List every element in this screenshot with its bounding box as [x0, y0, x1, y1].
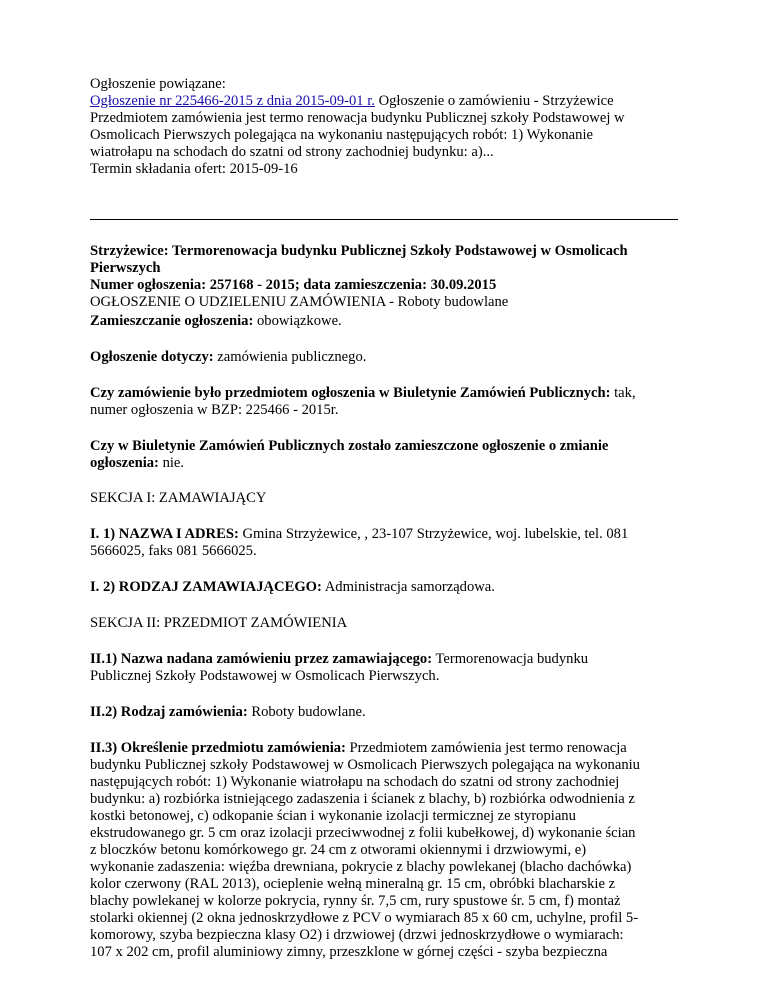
notice-title-line-1: Strzyżewice: Termorenowacja budynku Publicznej Szkoły Podstawowej w Osmolicach: [90, 243, 628, 259]
bzp-number: numer ogłoszenia w BZP: 225466 - 2015r.: [90, 402, 339, 418]
scope-line: wykonanie zadaszenia: więźba drewniana, pokrycie z blachy powlekanej (blacho dachówka): [90, 859, 632, 875]
order-name-line-2: Publicznej Szkoły Podstawowej w Osmolicach Pierwszych.: [90, 668, 440, 684]
bzp-field: [90, 385, 690, 419]
related-notice: [90, 76, 690, 178]
scope-line: budynku: a) rozbiórka istniejącego zadaszenia i ścianek z blachy, b) rozbiórka odwodnienia z: [90, 791, 635, 807]
buyer-type-label: I. 2) RODZAJ ZAMAWIAJĄCEGO:: [90, 579, 322, 595]
bzp-label: Czy zamówienie było przedmiotem ogłoszenia w Biuletynie Zamówień Publicznych:: [90, 385, 611, 401]
related-heading: Ogłoszenie powiązane:: [90, 76, 226, 92]
address-field: [90, 526, 690, 560]
related-line-1: [90, 93, 690, 110]
scope-value: Przedmiotem zamówienia jest termo renowacja: [345, 740, 627, 756]
concerns-field: [90, 349, 690, 366]
change-field: [90, 438, 690, 472]
scope-line: stolarki okiennej (2 okna jednoskrzydłowe z PCV o wymiarach 85 x 60 cm, uchylne, profil 5-: [90, 910, 639, 926]
scope-label: II.3) Określenie przedmiotu zamówienia:: [90, 740, 346, 756]
related-line-4: wiatrołapu na schodach do szatni od strony zachodniej budynku: a)...: [90, 144, 494, 160]
concerns-label: Ogłoszenie dotyczy:: [90, 349, 214, 365]
scope-line: komorowy, szyba bezpieczna klasy O2) i drzwiowej (drzwi jednoskrzydłowe o wymiarach:: [90, 927, 624, 943]
order-kind-value: Roboty budowlane.: [247, 704, 366, 720]
notice-title-line-2: Pierwszych: [90, 260, 161, 276]
scope-line: 107 x 202 cm, profil aluminiowy zimny, przeszklone w górnej części - szyba bezpieczna: [90, 944, 608, 960]
scope-line: budynku Publicznej szkoły Podstawowej w Osmolicach Pierwszych polegająca na wykonaniu: [90, 757, 640, 773]
order-name-value: Termorenowacja budynku: [432, 651, 589, 667]
order-kind-label: II.2) Rodzaj zamówienia:: [90, 704, 248, 720]
scope-line: kolor czerwony (RAL 2013), ocieplenie wełną mineralną gr. 15 cm, obróbki blacharskie z: [90, 876, 616, 892]
section-2-heading: SEKCJA II: PRZEDMIOT ZAMÓWIENIA: [90, 615, 348, 631]
buyer-type-value: Administracja samorządowa.: [321, 579, 495, 595]
section-1-heading: SEKCJA I: ZAMAWIAJĄCY: [90, 490, 267, 506]
related-notice-link[interactable]: Ogłoszenie nr 225466-2015 z dnia 2015-09-01 r.: [90, 93, 375, 109]
buyer-type-field: [90, 579, 690, 596]
placement-value: obowiązkowe.: [253, 313, 342, 329]
notice-number: Numer ogłoszenia: 257168 - 2015; data zamieszczenia: 30.09.2015: [90, 277, 497, 293]
horizontal-divider: [90, 219, 678, 220]
notice-type: OGŁOSZENIE O UDZIELENIU ZAMÓWIENIA - Roboty budowlane: [90, 294, 509, 310]
scope-line: następujących robót: 1) Wykonanie wiatrołapu na schodach do szatni od strony zachodniej: [90, 774, 620, 790]
order-kind-field: [90, 704, 690, 721]
scope-line: blachy powlekanej w kolorze pokrycia, rynny śr. 7,5 cm, rury spustowe śr. 5 cm, f) montaż: [90, 893, 621, 909]
bzp-value: tak,: [610, 385, 636, 401]
change-value: nie.: [158, 455, 185, 471]
change-label-2: ogłoszenia:: [90, 455, 159, 471]
related-line-3: Osmolicach Pierwszych polegająca na wykonaniu następujących robót: 1) Wykonanie: [90, 127, 593, 143]
scope-line: kostki betonowej, c) odkopanie ścian i wykonanie izolacji termicznej ze styropianu: [90, 808, 576, 824]
placement-field: [90, 313, 690, 330]
related-line-2: Przedmiotem zamówienia jest termo renowacja budynku Publicznej szkoły Podstawowej w: [90, 110, 625, 126]
order-name-label: II.1) Nazwa nadana zamówieniu przez zamawiającego:: [90, 651, 433, 667]
change-label-1: Czy w Biuletynie Zamówień Publicznych zostało zamieszczone ogłoszenie o zmianie: [90, 438, 609, 454]
offer-deadline: Termin składania ofert: 2015-09-16: [90, 161, 298, 177]
scope-line: ekstrudowanego gr. 5 cm oraz izolacji przeciwwodnej z folii kubełkowej, d) wykonanie ścian: [90, 825, 636, 841]
notice-title-block: [90, 243, 690, 311]
address-phone: 5666025, faks 081 5666025.: [90, 543, 257, 559]
related-line-1-rest: Ogłoszenie o zamówieniu - Strzyżewice: [374, 93, 614, 109]
address-value: Gmina Strzyżewice, , 23-107 Strzyżewice, woj. lubelskie, tel. 081: [238, 526, 629, 542]
scope-field: [90, 740, 690, 961]
concerns-value: zamówienia publicznego.: [213, 349, 367, 365]
address-label: I. 1) NAZWA I ADRES:: [90, 526, 239, 542]
order-name-field: [90, 651, 690, 685]
scope-line: z bloczków betonu komórkowego gr. 24 cm z otworami okiennymi i drzwiowymi, e): [90, 842, 587, 858]
placement-label: Zamieszczanie ogłoszenia:: [90, 313, 254, 329]
